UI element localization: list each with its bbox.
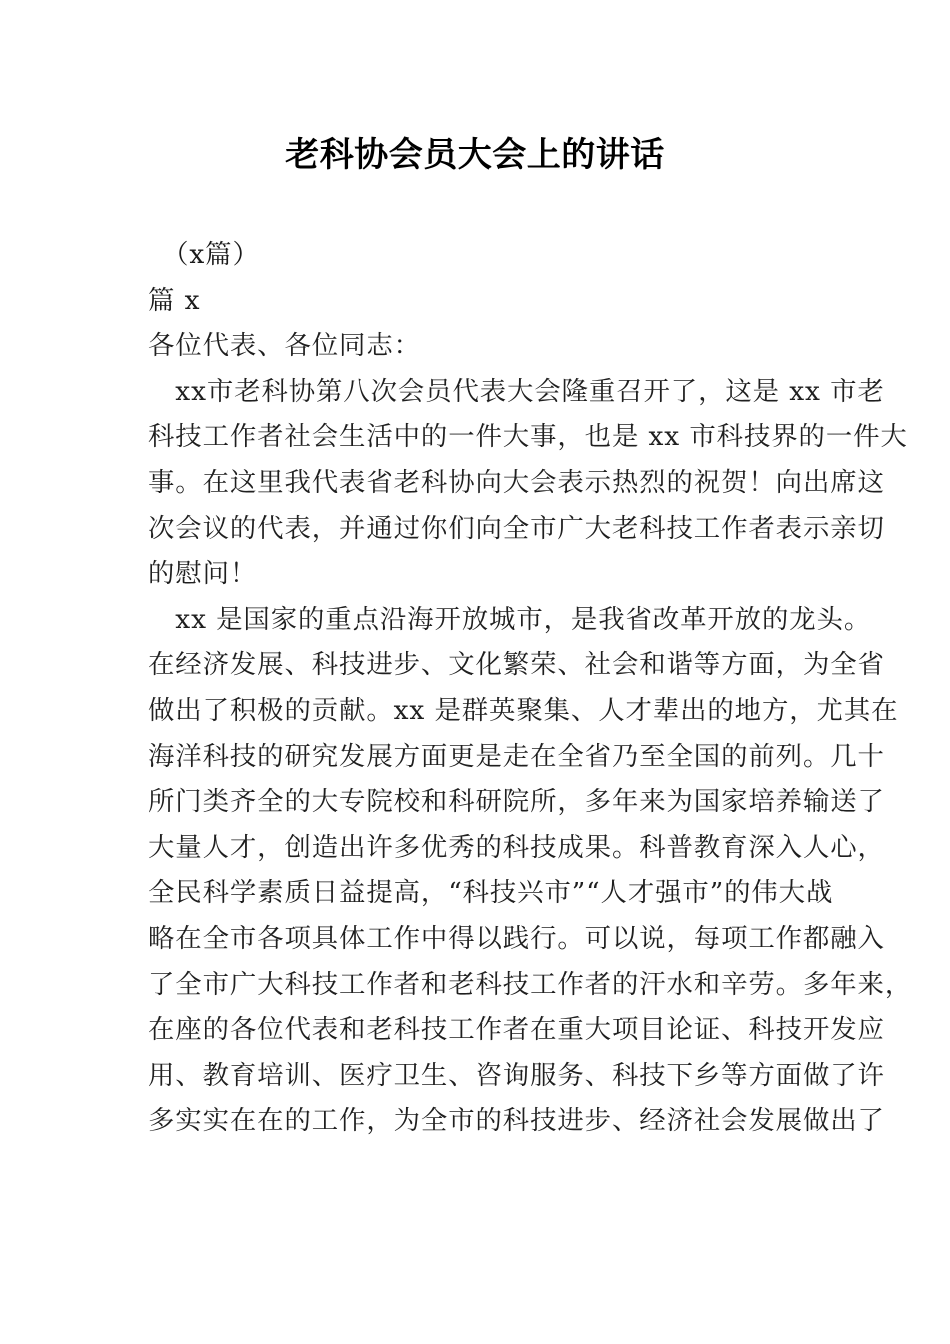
paragraph-line: 了全市广大科技工作者和老科技工作者的汗水和辛劳。多年来，: [148, 968, 913, 1000]
paragraph-line: 略在全市各项具体工作中得以践行。可以说，每项工作都融入: [148, 922, 885, 954]
paragraph-line: 海洋科技的研究发展方面更是走在全省乃至全国的前列。几十: [148, 740, 885, 772]
section-label: 篇 x: [148, 284, 201, 316]
paragraph-line: 的慰问！: [148, 558, 258, 590]
paragraph-line: 做出了积极的贡献。xx 是群英聚集、人才辈出的地方，尤其在: [148, 694, 899, 726]
page-title: 老科协会员大会上的讲话: [285, 135, 665, 175]
paragraph-line: 科技工作者社会生活中的一件大事，也是 xx 市科技界的一件大: [148, 421, 908, 453]
salutation: 各位代表、各位同志：: [148, 330, 421, 362]
document-body: [148, 232, 913, 1144]
paragraph-line: 次会议的代表，并通过你们向全市广大老科技工作者表示亲切: [148, 512, 885, 544]
paragraph-line: 多实实在在的工作，为全市的科技进步、经济社会发展做出了: [148, 1105, 885, 1137]
paragraph-line: 事。在这里我代表省老科协向大会表示热烈的祝贺！向出席这: [148, 466, 885, 498]
paragraph-line: 在经济发展、科技进步、文化繁荣、社会和谐等方面，为全省: [148, 649, 885, 681]
paragraph-line: 在座的各位代表和老科技工作者在重大项目论证、科技开发应: [148, 1014, 885, 1046]
paragraph-line: 全民科学素质日益提高，“科技兴市”“人才强市”的伟大战: [148, 877, 834, 909]
count-note: （x篇）: [148, 239, 260, 270]
paragraph-line: 用、教育培训、医疗卫生、咨询服务、科技下乡等方面做了许: [148, 1059, 885, 1091]
paragraph-line: xx 是国家的重点沿海开放城市，是我省改革开放的龙头。: [148, 603, 872, 635]
paragraph-line: 大量人才，创造出许多优秀的科技成果。科普教育深入人心，: [148, 831, 885, 863]
paragraph-line: 所门类齐全的大专院校和科研院所，多年来为国家培养输送了: [148, 786, 885, 818]
paragraph-line: xx市老科协第八次会员代表大会隆重召开了，这是 xx 市老: [148, 375, 885, 407]
